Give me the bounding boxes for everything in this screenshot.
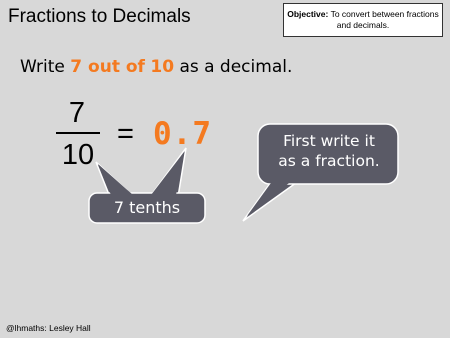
- question-highlight-whole: 10: [150, 57, 175, 77]
- question-highlight-part: 7 out of: [70, 57, 145, 77]
- hint-text: [262, 131, 396, 171]
- fraction-bar: [56, 132, 100, 134]
- objective-label: Objective:: [287, 9, 329, 19]
- author-credit: @lhmaths: Lesley Hall: [6, 323, 91, 333]
- objective-text: To convert between fractions and decimals.: [330, 9, 439, 30]
- page-title: Fractions to Decimals: [8, 6, 191, 27]
- question-prefix: Write: [20, 57, 65, 77]
- hint-line-1: First write it: [283, 132, 375, 150]
- decimal-answer: 0.7: [153, 116, 212, 152]
- equals-sign: =: [117, 118, 134, 150]
- fraction-numerator: 7: [68, 97, 86, 129]
- question-suffix: as a decimal.: [179, 57, 293, 77]
- fraction-denominator: 10: [61, 139, 95, 171]
- tenths-callout-text: 7 tenths: [113, 198, 181, 217]
- hint-line-2: as a fraction.: [278, 152, 380, 170]
